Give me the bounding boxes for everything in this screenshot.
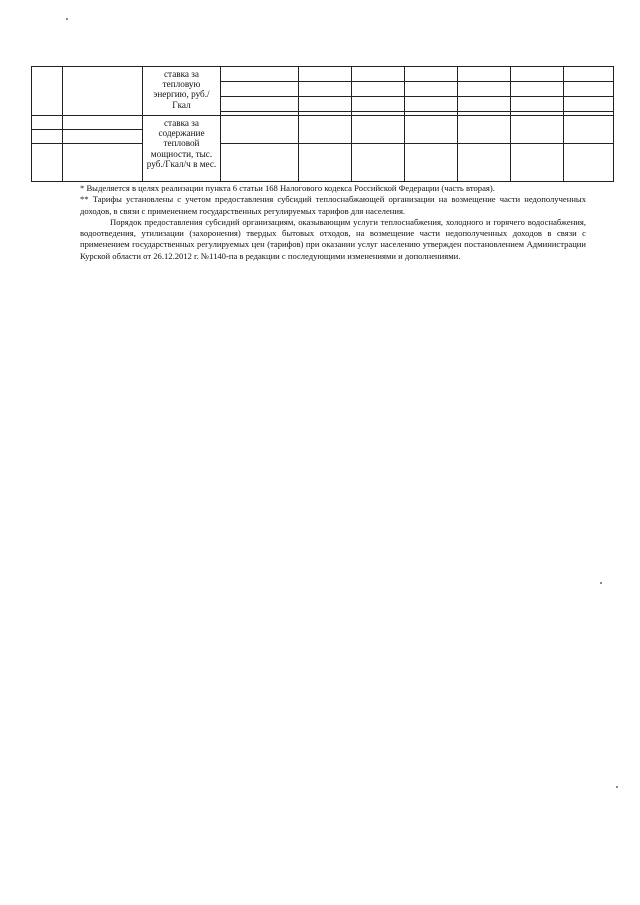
table-cell [352,116,405,144]
table-cell [458,97,511,112]
rate-capacity-label-cell [143,116,221,182]
table-cell [32,144,63,182]
table-cell [299,116,352,144]
table-cell [299,67,352,82]
table-cell [63,144,143,182]
table-cell [352,97,405,112]
table-cell [299,144,352,182]
table-cell [63,67,143,116]
table-cell [405,67,458,82]
table-cell [221,67,299,82]
table-cell [221,116,299,144]
footnote-1: * Выделяется в целях реализации пункта 6 статьи 168 Налогового кодекса Российской Федерации (часть вторая). [80,183,495,193]
table-cell [564,116,614,144]
rate-energy-label: ставка за тепловую энергию, руб./Гкал [153,69,210,110]
table-cell [405,82,458,97]
table-cell [564,144,614,182]
table-cell [352,67,405,82]
table-cell [405,144,458,182]
table-cell [458,82,511,97]
table-cell [299,82,352,97]
subsidy-paragraph: Порядок предоставления субсидий организациям, оказывающим услуги теплоснабжения, холодного и горячего водоснабжения, водоотведения, утилизации (захоронения) твердых бытовых отходов, на возмещение части недополученных доходов в связи с применением государственных регулируемых цен (тарифов) при оказании услуг населению утвержден постановлением Администрации Курской области от 26.12.2012 г. №1140-па в редакции с последующими изменениями и дополнениями. [80,216,586,261]
table-cell [32,130,63,144]
scan-speck [600,582,602,584]
table-cell [458,144,511,182]
table-cell [511,67,564,82]
table-cell [32,67,63,116]
table-row [32,67,614,82]
table-cell [511,82,564,97]
table-cell [221,97,299,112]
table-row [32,116,614,130]
table-cell [564,67,614,82]
footnotes [80,183,586,262]
table-cell [352,82,405,97]
tariff-table [31,66,614,182]
footnote-2: ** Тарифы установлены с учетом предоставления субсидий теплоснабжающей организации на возмещение части недополученных доходов, в связи с применением государственных регулируемых тарифов для населения. [80,194,586,216]
table-row [32,144,614,182]
table-cell [564,82,614,97]
rate-energy-label-cell [143,67,221,116]
scan-speck [616,786,618,788]
table-cell [299,97,352,112]
table-cell [458,67,511,82]
table-cell [405,97,458,112]
table-cell [511,97,564,112]
table-cell [564,97,614,112]
table-cell [458,116,511,144]
table-cell [221,144,299,182]
scan-speck [66,18,68,20]
table-cell [405,116,458,144]
table-cell [32,116,63,130]
table-cell [221,82,299,97]
table-cell [511,116,564,144]
table-cell [63,130,143,144]
table-cell [511,144,564,182]
table-cell [352,144,405,182]
table-cell [63,116,143,130]
rate-capacity-label: ставка за содержание тепловой мощности, тыс. руб./Гкал/ч в мес. [146,118,217,169]
